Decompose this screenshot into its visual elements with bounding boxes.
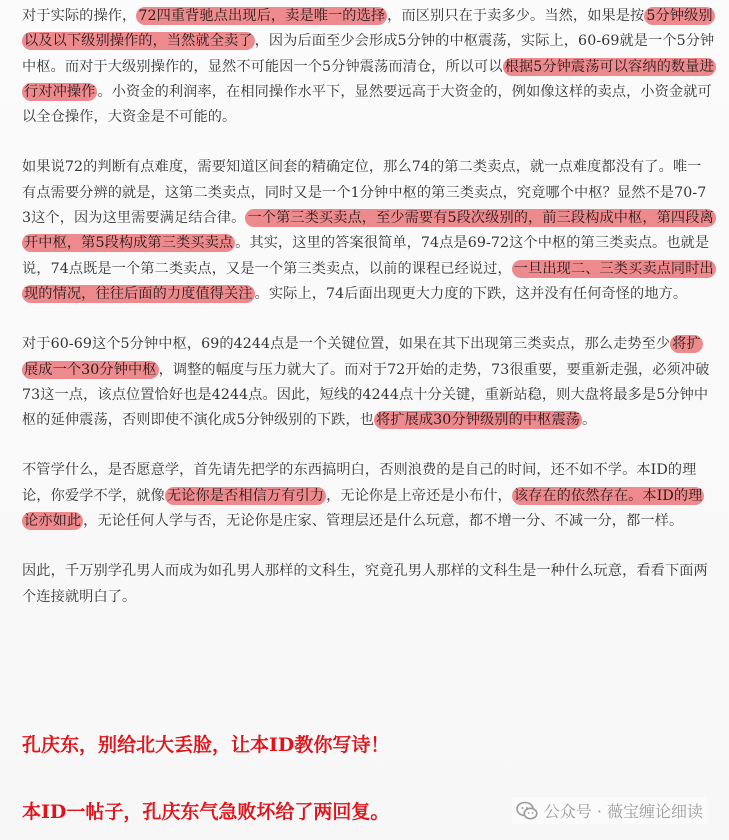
wechat-icon	[516, 801, 538, 821]
highlight-span: 该存在的依然存在。本ID的理论亦如此	[24, 487, 703, 530]
text-span: ，调整的幅度与压力就大了。而对于72开始的走势，73很重要，要重新走强，必须冲破73这一点，该点位置恰好也是4244点。因此，短线的4244点十分关键，重新站稳，则大盘将最多是5分钟中枢的延伸震荡，否则即使不演化成5分钟级别的下跌，也	[22, 361, 710, 429]
link-title-1[interactable]: 孔庆东，别给北大丢脸，让本ID教你写诗！	[22, 734, 390, 756]
text-span: ，因为后面至少会形成5分钟的中枢震荡，实际上，60-69就是一个5分钟中枢。而对于大级别操作的，显然不可能因一个5分钟震荡而清仓，所以可以	[22, 33, 715, 75]
watermark	[512, 797, 707, 824]
highlight-span: 5分钟级别以及以下级别操作的，当然就全卖了	[24, 8, 713, 50]
highlight-span: 根据5分钟震荡可以容纳的数量进行对冲操作	[24, 58, 714, 100]
paragraph-3	[22, 332, 715, 433]
text-span: 。实际上，74后面出现更大力度的下跌，这并没有任何奇怪的地方。	[254, 285, 688, 302]
paragraph-4	[22, 458, 715, 534]
link-title-2[interactable]: 本ID一帖子，孔庆东气急败坏给了两回复。	[22, 801, 390, 823]
paragraph-1	[22, 4, 715, 130]
highlight-span: 72四重背驰点出现后，卖是唯一的选择	[138, 8, 386, 24]
text-span: ，无论你是上帝还是小布什，	[326, 487, 512, 504]
text-span: ，而区别只在于卖多少。当然，如果是按	[387, 8, 645, 24]
watermark-label: 公众号 · 薇宝缠论细读	[543, 802, 703, 821]
paragraph-2	[22, 155, 715, 307]
text-span: 。	[582, 412, 597, 429]
paragraph-5	[22, 559, 715, 610]
text-span: 因此，千万别学孔男人而成为如孔男人那样的文科生，究竟孔男人那样的文科生是一种什么玩意，看看下面两个连接就明白了。	[22, 563, 708, 605]
highlight-span: 无论你是否相信万有引力	[166, 487, 325, 504]
text-span: ，无论任何人学与否，无论你是庄家、管理层还是什么玩意，都不增一分、不减一分，都一样。	[83, 513, 684, 530]
text-span: 对于60-69这个5分钟中枢，69的4244点是一个关键位置，如果在其下出现第三类卖点，那么走势至少	[22, 336, 671, 353]
text-span: 。其实，这里的答案很简单，74点是69-72这个中枢的第三类卖点。也就是说，74点既是一个第二类卖点，又是一个第三类卖点，以前的课程已经说过，	[22, 235, 710, 277]
text-span: 。小资金的利润率，在相同操作水平下，显然要远高于大资金的，例如像这样的卖点，小资金就可以全仓操作，大资金是不可能的。	[22, 83, 712, 126]
text-span: 如果说72的判断有点难度，需要知道区间套的精确定位，那么74的第二类卖点，就一点难度都没有了。唯一有点需要分辨的就是，这第二类卖点，同时又是一个1分钟中枢的第三类卖点，究竟哪个中枢？显然不是70-73这个，因为这里需要满足结合律。	[22, 159, 707, 227]
text-span: 不管学什么，是否愿意学，首先请先把学的东西搞明白，否则浪费的是自己的时间，还不如不学。本ID的理论，你爱学不学，就像	[22, 462, 697, 504]
highlight-span: 一旦出现二、三类买卖点同时出现的情况，往往后面的力度值得关注	[24, 260, 714, 302]
highlight-span: 将扩展成30分钟级别的中枢震荡	[376, 412, 581, 429]
highlight-span: 一个第三类买卖点，至少需要有5段次级别的，前三段构成中枢，第四段离开中枢，第5段构成第三类买卖点	[24, 210, 714, 252]
highlight-span: 将扩展成一个30分钟中枢	[24, 336, 701, 378]
text-span: 对于实际的操作，	[22, 8, 137, 24]
